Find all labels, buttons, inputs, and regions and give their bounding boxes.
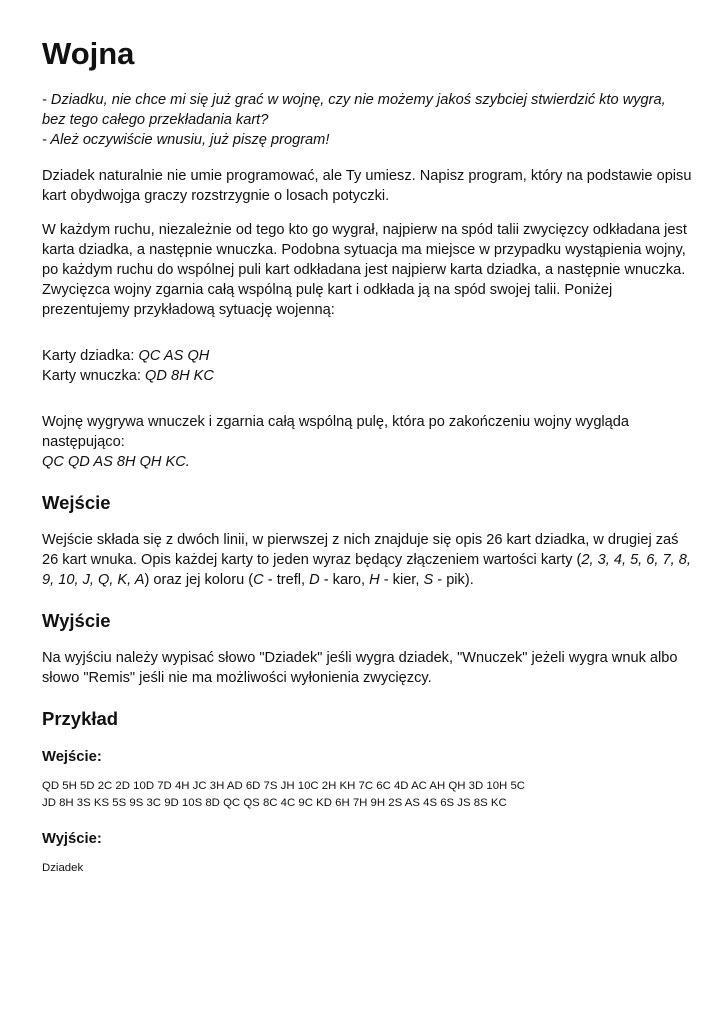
grandson-cards-line: Karty wnuczka: QD 8H KC: [42, 368, 214, 384]
page-title: Wojna: [42, 36, 135, 71]
intro-line: - Ależ oczywiście wnusiu, już piszę program!: [42, 132, 330, 148]
intro-dialogue: [42, 90, 692, 150]
example-output-label: Wyjście:: [42, 831, 102, 847]
output-heading: Wyjście: [42, 610, 111, 631]
description-paragraph: Dziadek naturalnie nie umie programować, ale Ty umiesz. Napisz program, który na podstawie opisu kart obydwojga graczy rozstrzygnie o losach potyczki.: [42, 168, 692, 204]
example-input-line: JD 8H 3S KS 5S 9S 3C 9D 10S 8D QC QS 8C 4C 9C KD 6H 7H 9H 2S AS 4S 6S JS 8S KC: [42, 797, 507, 809]
input-description: Wejście składa się z dwóch linii, w pierwszej z nich znajduje się opis 26 kart dziadka, w drugiej zaś 26 kart wnuka. Opis każdej karty to jeden wyraz będący złączeniem wartości karty (2, 3, 4, 5, 6, 7, 8, 9, 10, J, Q, K, A) oraz jej koloru (C - trefl, D - karo, H - kier, S - pik).: [42, 532, 691, 588]
war-result: [42, 412, 692, 472]
example-input-line: QD 5H 5D 2C 2D 10D 7D 4H JC 3H AD 6D 7S JH 10C 2H KH 7C 6C 4D AC AH QH 3D 10H 5C: [42, 780, 526, 792]
grandpa-cards-line: Karty dziadka: QC AS QH: [42, 348, 210, 364]
example-cards: [42, 346, 692, 386]
rules-paragraph: W każdym ruchu, niezależnie od tego kto go wygrał, najpierw na spód talii zwycięzcy odkładana jest karta dziadka, a następnie wnuczka. Podobna sytuacja ma miejsce w przypadku wystąpienia wojny, po każdym ruchu do wspólnej puli kart odkładana jest najpierw karta dziadka, a następnie wnuczka. Zwycięzca wojny zgarnia całą wspólną pulę kart i odkłada ją na spód swojej talii. Poniżej prezentujemy przykładową sytuację wojenną:: [42, 222, 687, 318]
war-result-text: Wojnę wygrywa wnuczek i zgarnia całą wspólną pulę, która po zakończeniu wojny wygląda następująco:: [42, 414, 630, 450]
intro-line: - Dziadku, nie chce mi się już grać w wojnę, czy nie możemy jakoś szybciej stwierdzić kto wygra, bez tego całego przekładania kart?: [42, 92, 666, 128]
war-result-cards: QC QD AS 8H QH KC.: [42, 454, 190, 470]
example-output-value: Dziadek: [42, 862, 84, 874]
output-description: Na wyjściu należy wypisać słowo "Dziadek" jeśli wygra dziadek, "Wnuczek" jeżeli wygra wnuk albo słowo "Remis" jeśli nie ma możliwości wyłonienia zwycięzcy.: [42, 650, 678, 686]
example-input-label: Wejście:: [42, 749, 102, 765]
example-output-block: [42, 860, 692, 877]
problem-page: [42, 30, 692, 891]
input-heading: Wejście: [42, 492, 111, 513]
example-heading: Przykład: [42, 708, 119, 729]
example-input-block: [42, 778, 692, 812]
